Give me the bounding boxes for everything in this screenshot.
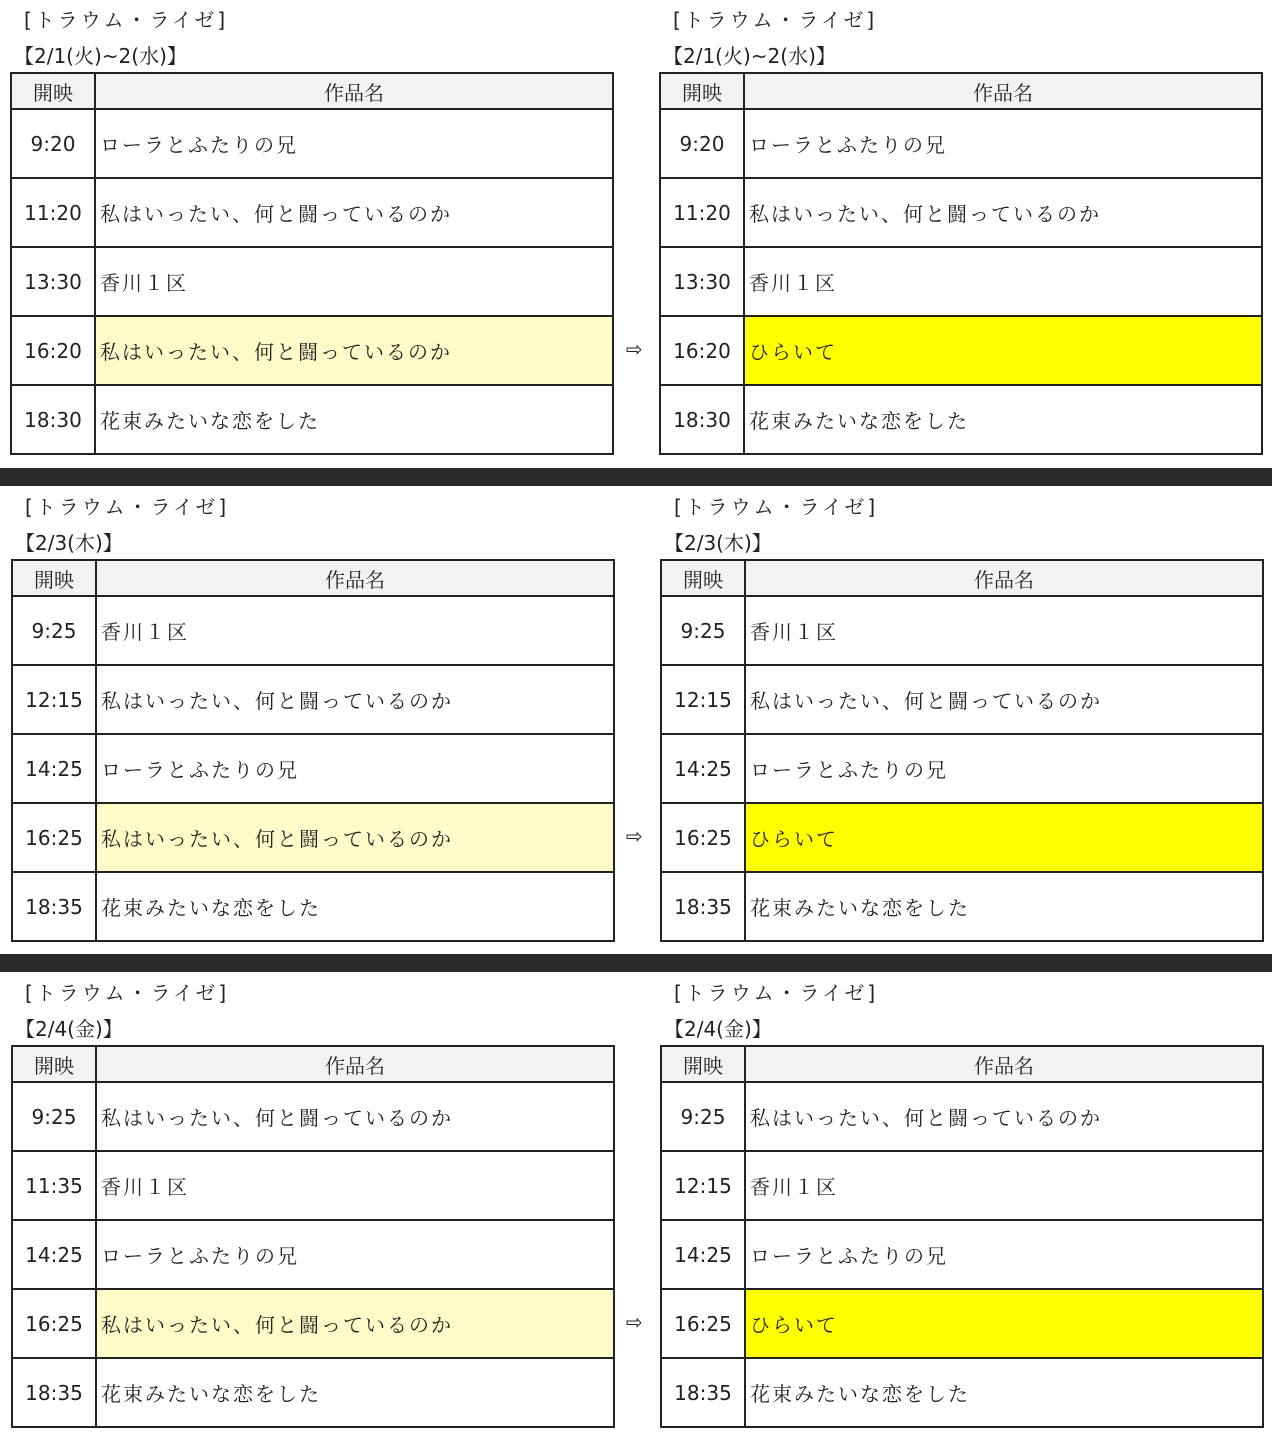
header-time: 開映	[660, 73, 744, 109]
showtime: 18:35	[661, 872, 745, 941]
film-title: 花束みたいな恋をした	[745, 872, 1263, 941]
schedule-table	[660, 559, 1264, 942]
showtime: 18:35	[661, 1358, 745, 1427]
film-title: 香川１区	[745, 596, 1263, 665]
table-row	[660, 178, 1262, 247]
schedule-section-1	[0, 0, 1272, 468]
header-title: 作品名	[745, 560, 1263, 596]
table-row	[660, 109, 1262, 178]
table-row	[11, 247, 613, 316]
schedule-section-2	[0, 487, 1272, 955]
schedule-section-3	[0, 973, 1272, 1441]
header-title: 作品名	[744, 73, 1262, 109]
date-range: 【2/3(木)】	[664, 531, 772, 555]
section-divider	[0, 468, 1272, 486]
table-row	[11, 178, 613, 247]
showtime: 9:20	[660, 109, 744, 178]
showtime: 14:25	[12, 734, 96, 803]
theater-name: [トラウム・ライゼ]	[24, 8, 229, 32]
table-row-changed	[661, 1289, 1263, 1358]
showtime: 18:35	[12, 1358, 96, 1427]
showtime: 16:25	[12, 1289, 96, 1358]
table-row	[12, 872, 614, 941]
film-title: ひらいて	[745, 1289, 1263, 1358]
schedule-table	[10, 72, 614, 455]
table-row	[12, 1220, 614, 1289]
showtime: 9:25	[661, 1082, 745, 1151]
table-row	[661, 1082, 1263, 1151]
header-title: 作品名	[745, 1046, 1263, 1082]
film-title: ローラとふたりの兄	[96, 734, 614, 803]
showtime: 12:15	[661, 1151, 745, 1220]
header-title: 作品名	[95, 73, 613, 109]
table-row	[12, 1358, 614, 1427]
table-row	[11, 109, 613, 178]
table-row	[661, 596, 1263, 665]
showtime: 11:20	[660, 178, 744, 247]
table-row-changed	[11, 316, 613, 385]
film-title: ひらいて	[745, 803, 1263, 872]
film-title: 私はいったい、何と闘っているのか	[745, 1082, 1263, 1151]
change-arrow-icon: ⇨	[626, 1310, 643, 1334]
showtime: 9:25	[12, 596, 96, 665]
table-row	[661, 665, 1263, 734]
date-range: 【2/4(金)】	[15, 1017, 123, 1041]
showtime: 16:20	[11, 316, 95, 385]
header-time: 開映	[661, 560, 745, 596]
showtime: 16:25	[12, 803, 96, 872]
table-row	[12, 596, 614, 665]
film-title: 私はいったい、何と闘っているのか	[96, 1082, 614, 1151]
showtime: 16:25	[661, 803, 745, 872]
showtime: 18:35	[12, 872, 96, 941]
film-title: ローラとふたりの兄	[96, 1220, 614, 1289]
showtime: 16:25	[661, 1289, 745, 1358]
film-title: ローラとふたりの兄	[745, 1220, 1263, 1289]
showtime: 12:15	[661, 665, 745, 734]
showtime: 14:25	[12, 1220, 96, 1289]
showtime: 13:30	[11, 247, 95, 316]
showtime: 18:30	[660, 385, 744, 454]
table-row	[12, 665, 614, 734]
header-time: 開映	[11, 73, 95, 109]
section-divider	[0, 954, 1272, 972]
film-title: 私はいったい、何と闘っているのか	[745, 665, 1263, 734]
theater-name: [トラウム・ライゼ]	[25, 981, 230, 1005]
theater-name: [トラウム・ライゼ]	[25, 495, 230, 519]
theater-name: [トラウム・ライゼ]	[674, 495, 879, 519]
table-row-changed	[12, 1289, 614, 1358]
film-title: 香川１区	[744, 247, 1262, 316]
table-row-changed	[660, 316, 1262, 385]
table-row	[12, 1151, 614, 1220]
film-title: ローラとふたりの兄	[745, 734, 1263, 803]
showtime: 9:25	[12, 1082, 96, 1151]
film-title: 香川１区	[95, 247, 613, 316]
theater-name: [トラウム・ライゼ]	[674, 981, 879, 1005]
table-row	[660, 385, 1262, 454]
date-range: 【2/1(火)~2(水)】	[663, 44, 836, 68]
table-row	[12, 1082, 614, 1151]
table-header	[660, 73, 1262, 109]
change-arrow-icon: ⇨	[626, 337, 643, 361]
header-title: 作品名	[96, 560, 614, 596]
table-row	[661, 872, 1263, 941]
film-title: ローラとふたりの兄	[744, 109, 1262, 178]
schedule-table	[11, 1045, 615, 1428]
film-title: 花束みたいな恋をした	[745, 1358, 1263, 1427]
header-title: 作品名	[96, 1046, 614, 1082]
film-title: 私はいったい、何と闘っているのか	[95, 178, 613, 247]
table-row	[661, 734, 1263, 803]
change-arrow-icon: ⇨	[626, 824, 643, 848]
showtime: 13:30	[660, 247, 744, 316]
table-header	[12, 1046, 614, 1082]
film-title: 花束みたいな恋をした	[744, 385, 1262, 454]
header-time: 開映	[661, 1046, 745, 1082]
table-row	[11, 385, 613, 454]
showtime: 18:30	[11, 385, 95, 454]
table-row	[12, 734, 614, 803]
film-title: 私はいったい、何と闘っているのか	[96, 1289, 614, 1358]
table-row-changed	[12, 803, 614, 872]
date-range: 【2/3(木)】	[15, 531, 123, 555]
film-title: 花束みたいな恋をした	[96, 1358, 614, 1427]
film-title: 香川１区	[96, 1151, 614, 1220]
film-title: 私はいったい、何と闘っているのか	[95, 316, 613, 385]
table-row	[661, 1220, 1263, 1289]
film-title: ひらいて	[744, 316, 1262, 385]
table-header	[12, 560, 614, 596]
table-row	[661, 1151, 1263, 1220]
schedule-table	[659, 72, 1263, 455]
table-row-changed	[661, 803, 1263, 872]
table-header	[11, 73, 613, 109]
header-time: 開映	[12, 560, 96, 596]
film-title: 花束みたいな恋をした	[96, 872, 614, 941]
showtime: 9:20	[11, 109, 95, 178]
table-row	[660, 247, 1262, 316]
showtime: 14:25	[661, 734, 745, 803]
film-title: 私はいったい、何と闘っているのか	[96, 665, 614, 734]
table-header	[661, 1046, 1263, 1082]
showtime: 16:20	[660, 316, 744, 385]
schedule-table	[660, 1045, 1264, 1428]
showtime: 14:25	[661, 1220, 745, 1289]
date-range: 【2/1(火)~2(水)】	[14, 44, 187, 68]
film-title: 花束みたいな恋をした	[95, 385, 613, 454]
showtime: 11:20	[11, 178, 95, 247]
table-header	[661, 560, 1263, 596]
film-title: 香川１区	[96, 596, 614, 665]
film-title: 香川１区	[745, 1151, 1263, 1220]
film-title: 私はいったい、何と闘っているのか	[744, 178, 1262, 247]
film-title: 私はいったい、何と闘っているのか	[96, 803, 614, 872]
date-range: 【2/4(金)】	[664, 1017, 772, 1041]
showtime: 12:15	[12, 665, 96, 734]
header-time: 開映	[12, 1046, 96, 1082]
theater-name: [トラウム・ライゼ]	[673, 8, 878, 32]
table-row	[661, 1358, 1263, 1427]
showtime: 9:25	[661, 596, 745, 665]
showtime: 11:35	[12, 1151, 96, 1220]
film-title: ローラとふたりの兄	[95, 109, 613, 178]
schedule-table	[11, 559, 615, 942]
